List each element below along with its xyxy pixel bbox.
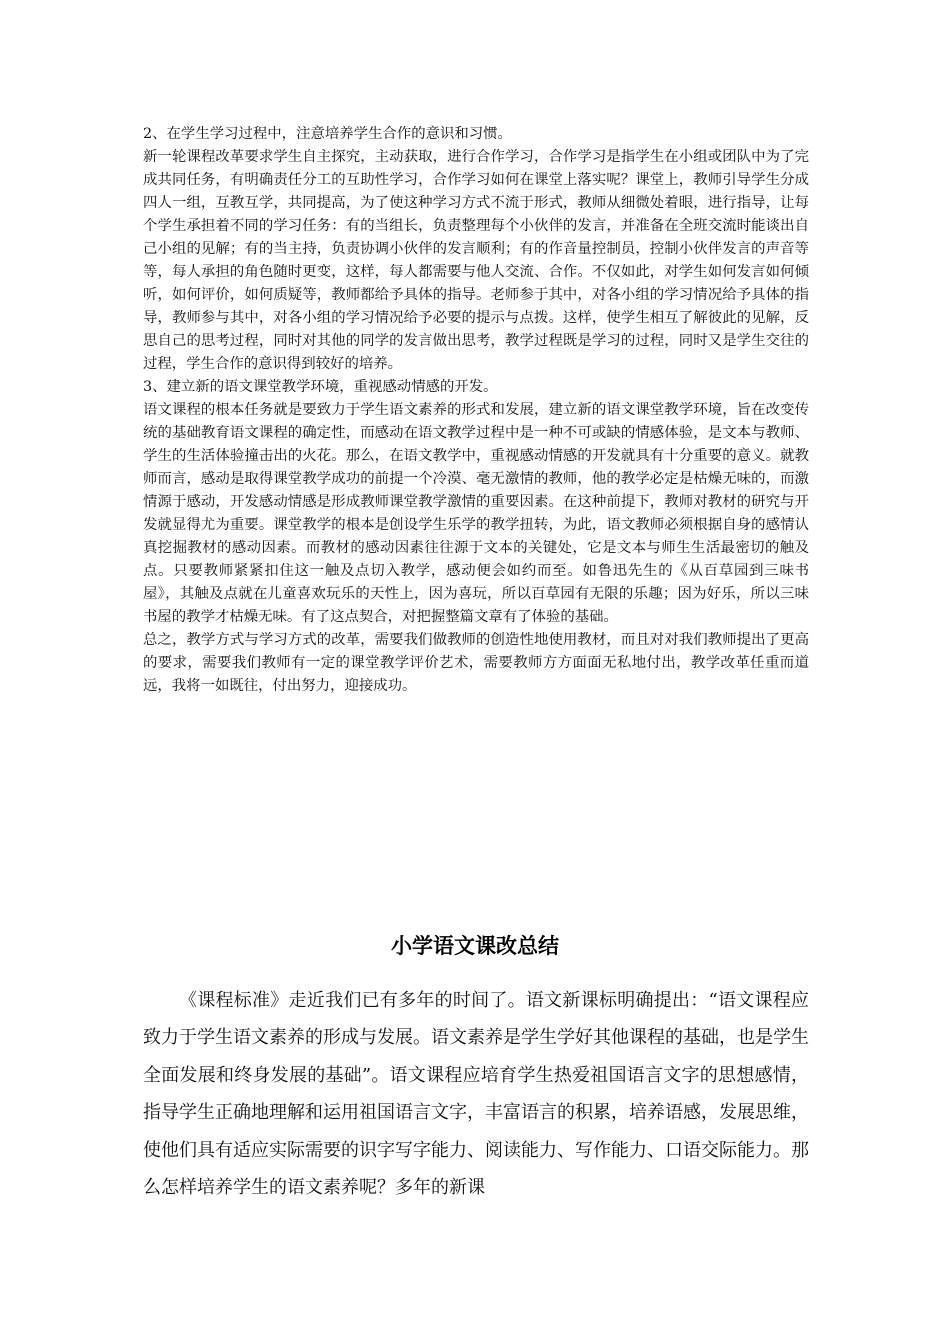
document-title: 小学语文课改总结: [391, 934, 559, 958]
heading-3: 3、建立新的语文课堂教学环境，重视感动情感的开发。: [143, 379, 498, 395]
paragraph-conclusion: 总之，教学方式与学习方式的改革，需要我们做教师的创造性地使用教材，而且对对我们教师提出了更高的要求，需要我们教师有一定的课堂教学评价艺术，需要教师方方面面无私地付出，教学改革任重而道远，我将一如既往，付出努力，迎接成功。: [143, 632, 809, 694]
intro-paragraph: 《课程标准》走近我们已有多年的时间了。语文新课标明确提出：“语文课程应致力于学生语文素养的形成与发展。语文素养是学生学好其他课程的基础，也是学生全面发展和终身发展的基础”。语文课程应培育学生热爱祖国语言文字的思想感情，指导学生正确地理解和运用祖国语言文字，丰富语言的积累，培养语感，发展思维，使他们具有适应实际需要的识字写字能力、阅读能力、写作能力、口语交际能力。那么怎样培养学生的语文素养呢？多年的新课: [143, 990, 809, 1199]
summary-section: [143, 123, 809, 698]
paragraph-cooperative-learning: 新一轮课程改革要求学生自主探究，主动获取，进行合作学习，合作学习是指学生在小组或团队中为了完成共同任务，有明确责任分工的互助性学习，合作学习如何在课堂上落实呢？课堂上，教师引导学生分成四人一组，互教互学，共同提高，为了使这种学习方式不流于形式，教师从细微处着眼，进行指导，让每个学生承担着不同的学习任务：有的当组长，负责整理每个小伙伴的发言，并准备在全班交流时能谈出自己小组的见解；有的当主持，负责协调小伙伴的发言顺利；有的作音量控制员，控制小伙伴发言的声音等等，每人承担的角色随时更变，这样，每人都需要与他人交流、合作。不仅如此，对学生如何发言如何倾听，如何评价，如何质疑等，教师都给予具体的指导。老师参于其中，对各小组的学习情况给予具体的指导，教师参与其中，对各小组的学习情况给予必要的提示与点拨。这样，使学生相互了解彼此的见解，反思自己的思考过程，同时对其他的同学的发言做出思考，教学过程既是学习的过程，同时又是学生交往的过程，学生合作的意识得到较好的培养。: [143, 149, 809, 372]
heading-2: 2、在学生学习过程中，注意培养学生合作的意识和习惯。: [143, 126, 512, 142]
paragraph-emotional-teaching: 语文课程的根本任务就是要致力于学生语文素养的形式和发展，建立新的语文课堂教学环境，旨在改变传统的基础教育语文课程的确定性，而感动在语文教学过程中是一种不可或缺的情感体验，是文本与教师、学生的生活体验撞击出的火花。那么，在语文教学中，重视感动情感的开发就具有十分重要的意义。就教师而言，感动是取得课堂教学成功的前提一个冷漠、毫无激情的教师，他的教学必定是枯燥无味的，而激情源于感动，开发感动情感是形成教师课堂教学激情的重要因素。在这种前提下，教师对教材的研究与开发就显得尤为重要。课堂教学的根本是创设学生乐学的教学扭转，为此，语文教师必须根据自身的感情认真挖掘教材的感动因素。而教材的感动因素往往源于文本的关键处，它是文本与师生生活最密切的触及点。只要教师紧紧扣住这一触及点切入教学，感动便会如约而至。如鲁迅先生的《从百草园到三味书屋》，其触及点就在儿童喜欢玩乐的天性上，因为喜玩，所以百草园有无限的乐趣；因为好乐，所以三味书屋的教学才枯燥无味。有了这点契合，对把握整篇文章有了体验的基础。: [143, 402, 809, 625]
